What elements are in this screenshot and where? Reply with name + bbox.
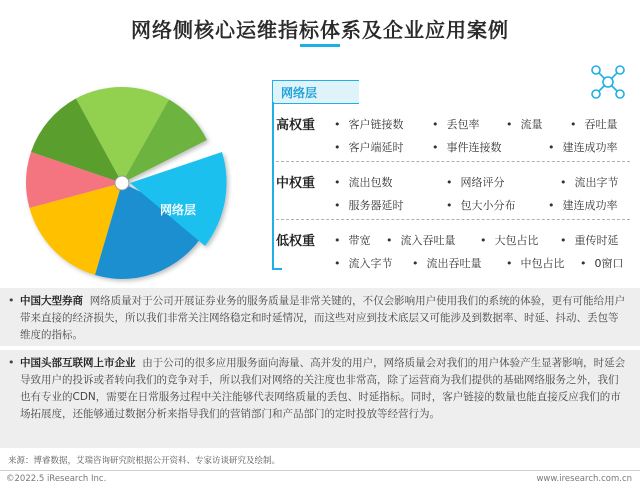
metric-item: • 建连成功率 (548, 139, 618, 155)
case-bullet: • (8, 356, 15, 369)
metric-item: • 网络评分 (446, 174, 505, 190)
metric-item: • 流出字节 (560, 174, 619, 190)
medium-weight-label: 中权重 (276, 176, 316, 191)
footer-divider (0, 470, 640, 471)
network-layer-pie (0, 60, 270, 300)
metric-item: • 事件连接数 (432, 139, 502, 155)
metric-item: • 客户链接数 (334, 116, 404, 132)
case-text (20, 355, 626, 423)
row-divider (276, 161, 630, 162)
metric-item: • 带宽 (334, 232, 371, 248)
metric-item: • 流入字节 (334, 255, 393, 271)
metric-item: • 吞吐量 (570, 116, 618, 132)
metric-item: • 大包占比 (480, 232, 539, 248)
metric-item: • 重传时延 (560, 232, 619, 248)
case-quote: 由于公司的很多应用服务面向海量、高并发的用户，网络质量会对我们的用户体验产生显著影响，时延会导致用户的投诉或者转向我们的竞争对手，所以我们对网络的关注度也非常高，除了运营商为我们提供的基础网络服务之外，我们也有专业的CDN，需要在日常服务过程中关注能够代表网络质量的丢包、时延指标。同时，客户链接的数量也能直接反应我们的市场拓展度，还能够通过数据分析来指导我们的营销部门和产品部门的定时投放等经营行为。 (20, 357, 626, 420)
case-text (20, 293, 626, 344)
metric-item: • 中包占比 (506, 255, 565, 271)
metric-item: • 丢包率 (432, 116, 480, 132)
metric-item: • 服务器延时 (334, 197, 404, 213)
website-link[interactable]: www.iresearch.com.cn (536, 474, 632, 484)
row-divider (276, 219, 630, 220)
page-title: 网络侧核心运维指标体系及企业应用案例 (131, 18, 509, 42)
case-company: 中国大型券商 (20, 295, 83, 307)
network-layer-header-label: 网络层 (281, 86, 318, 100)
title-underline (300, 44, 340, 47)
case-bullet: • (8, 294, 15, 307)
metric-item: • 流出包数 (334, 174, 393, 190)
metric-item: • 客户端延时 (334, 139, 404, 155)
metric-item: • 流量 (506, 116, 543, 132)
source-note: 来源：博睿数据，艾瑞咨询研究院根据公开资料、专家访谈研究及绘制。 (8, 456, 281, 466)
metric-item: • 流出吞吐量 (412, 255, 482, 271)
case-box-brokerage (0, 288, 640, 346)
case-company: 中国头部互联网上市企业 (20, 357, 136, 369)
metric-item: • 包大小分布 (446, 197, 516, 213)
network-layer-header (272, 80, 359, 104)
metric-item: • 建连成功率 (548, 197, 618, 213)
case-box-internet (0, 350, 640, 448)
metric-item: • 流入吞吐量 (386, 232, 456, 248)
low-weight-label: 低权重 (276, 234, 316, 249)
metric-item: • 0窗口 (580, 255, 624, 271)
case-quote: 网络质量对于公司开展证券业务的服务质量是非常关键的，不仅会影响用户使用我们的系统的体验，更有可能给用户带来直接的经济损失，所以我们非常关注网络稳定和时延情况，而这些对应到技术底层又可能涉及到数据率、时延、抖动、丢包等维度的指标。 (20, 295, 626, 341)
copyright: ©2022.5 iResearch Inc. (6, 474, 107, 484)
network-nodes-icon (588, 62, 628, 102)
high-weight-label: 高权重 (276, 118, 316, 133)
pie-highlight-label: 网络层 (160, 203, 197, 217)
